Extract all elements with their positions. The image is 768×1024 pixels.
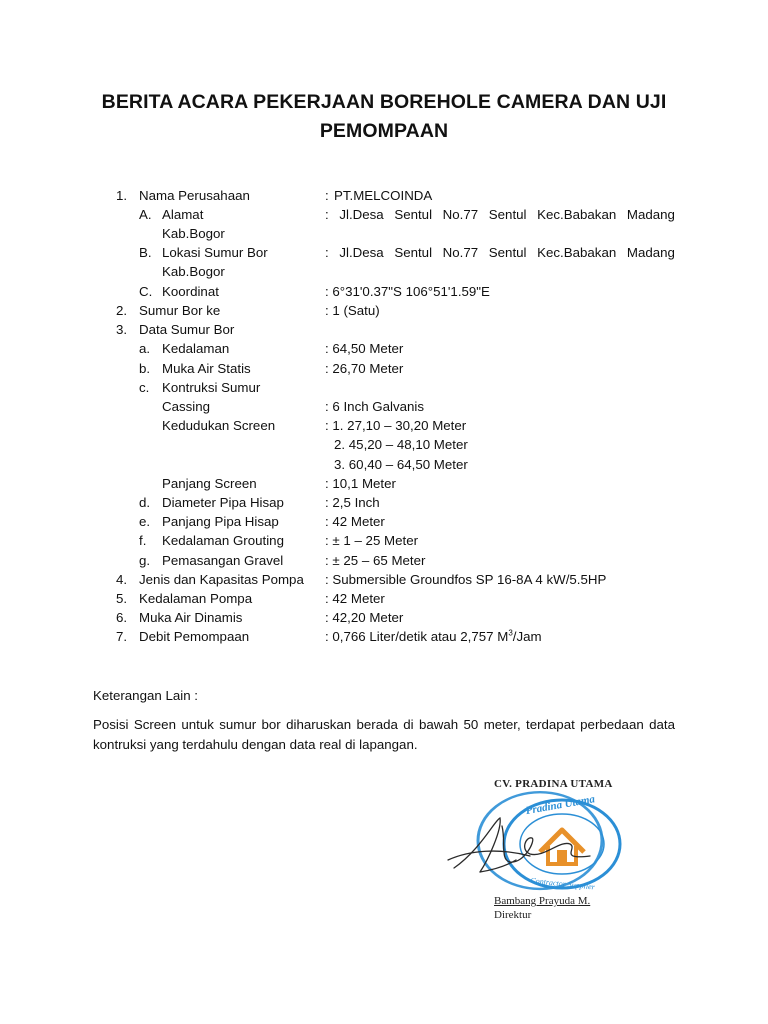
signer-name: Bambang Prayuda M. [494,895,591,907]
item-label: Cassing [162,399,211,414]
notes-body: Posisi Screen untuk sumur bor diharuskan berada di bawah 50 meter, terdapat perbedaan data kontruksi yang terdahulu dengan data real di lapangan. [93,717,675,752]
item-label: Nama Perusahaan [139,188,250,203]
item-3d-row [0,493,768,512]
item-1b-row [0,243,768,262]
document-title: BERITA ACARA PEKERJAAN BOREHOLE CAMERA DAN UJI PEMOMPAAN [101,91,667,142]
item-label: Alamat [162,207,204,222]
item-label: Kedalaman Pompa [139,591,253,606]
item-3b-row [0,359,768,378]
item-number: 4. [116,572,128,587]
item-value: : 1 (Satu) [325,303,380,318]
item-value: : 42 Meter [325,514,385,529]
item-label: Kedudukan Screen [162,418,276,433]
kedudukan-row-2 [0,435,768,454]
item-2-row [0,301,768,320]
item-value: 2. 45,20 – 48,10 Meter [334,437,468,452]
item-value: : 2,5 Inch [325,495,380,510]
item-3f-row [0,531,768,550]
stamp-text-bottom: Contractor Supplier [529,875,596,892]
item-sub-letter: A. [139,207,152,222]
item-3e-row [0,512,768,531]
item-3-row [0,320,768,339]
item-value: 3. 60,40 – 64,50 Meter [334,457,468,472]
company-name: CV. PRADINA UTAMA [494,778,613,790]
item-value: : ± 25 – 65 Meter [325,553,426,568]
item-label: Kedalaman Grouting [162,533,284,548]
item-value: : 1. 27,10 – 30,20 Meter [325,418,467,433]
item-number: 6. [116,610,128,625]
item-sub-letter: g. [139,553,151,568]
item-value: : 42,20 Meter [325,610,404,625]
item-value: : Submersible Groundfos SP 16-8A 4 kW/5.5HP [325,572,607,587]
item-label: Diameter Pipa Hisap [162,495,284,510]
item-value: : 6 Inch Galvanis [325,399,425,414]
item-label: Muka Air Dinamis [139,610,243,625]
item-sub-letter: b. [139,361,151,376]
item-1c-row [0,282,768,301]
panjang-screen-row [0,474,768,493]
kedudukan-row-3 [0,455,768,474]
item-number: 2. [116,303,128,318]
item-value: : 6°31'0.37"S 106°51'1.59"E [325,284,490,299]
item-label: Panjang Screen [162,476,257,491]
item-sub-letter: d. [139,495,151,510]
item-label: Kontruksi Sumur [162,380,261,395]
item-value-justified: : Jl.Desa Sentul No.77 Sentul Kec.Babakan Madang [325,207,675,222]
item-value: PT.MELCOINDA [334,188,433,203]
item-number: 7. [116,629,128,644]
item-label: Pemasangan Gravel [162,553,284,568]
casing-row [0,397,768,416]
stamp-text-top: Pradina Utama [524,793,596,818]
item-value: : 42 Meter [325,591,385,606]
item-label: Data Sumur Bor [139,322,235,337]
item-1b-cont-row [0,262,768,281]
item-3g-row [0,551,768,570]
item-label: Koordinat [162,284,219,299]
item-label: Muka Air Statis [162,361,251,376]
item-value: : ± 1 – 25 Meter [325,533,419,548]
item-number: 5. [116,591,128,606]
item-1a-cont-row [0,224,768,243]
item-value: : 0,766 Liter/detik atau 2,757 $M^3$/Jam [325,628,542,644]
item-value: : 26,70 Meter [325,361,404,376]
item-label: Debit Pemompaan [139,629,250,644]
item-sub-letter: c. [139,380,150,395]
item-6-row [0,608,768,627]
item-colon: : [325,188,329,203]
item-label: Panjang Pipa Hisap [162,514,279,529]
item-label: Kedalaman [162,341,230,356]
item-3c-row [0,378,768,397]
item-value: : 64,50 Meter [325,341,404,356]
item-sub-letter: e. [139,514,151,529]
item-label-continuation: Kab.Bogor [162,226,225,241]
item-label: Sumur Bor ke [139,303,221,318]
house-logo-icon [540,830,584,864]
item-5-row [0,589,768,608]
company-stamp-and-signature [440,790,640,900]
notes-heading: Keterangan Lain : [93,688,198,703]
item-1a-row [0,205,768,224]
item-label: Lokasi Sumur Bor [162,245,268,260]
item-4-row [0,570,768,589]
item-value-justified: : Jl.Desa Sentul No.77 Sentul Kec.Babakan Madang [325,245,675,260]
item-7-row [0,627,768,646]
item-sub-letter: f. [139,533,147,548]
item-label-continuation: Kab.Bogor [162,264,225,279]
item-number: 3. [116,322,128,337]
item-3a-row [0,339,768,358]
item-sub-letter: a. [139,341,151,356]
item-value: : 10,1 Meter [325,476,396,491]
item-sub-letter: B. [139,245,152,260]
item-1-row [0,186,768,205]
item-number: 1. [116,188,128,203]
signer-role: Direktur [494,909,532,921]
item-sub-letter: C. [139,284,153,299]
kedudukan-row [0,416,768,435]
item-label: Jenis dan Kapasitas Pompa [139,572,304,587]
